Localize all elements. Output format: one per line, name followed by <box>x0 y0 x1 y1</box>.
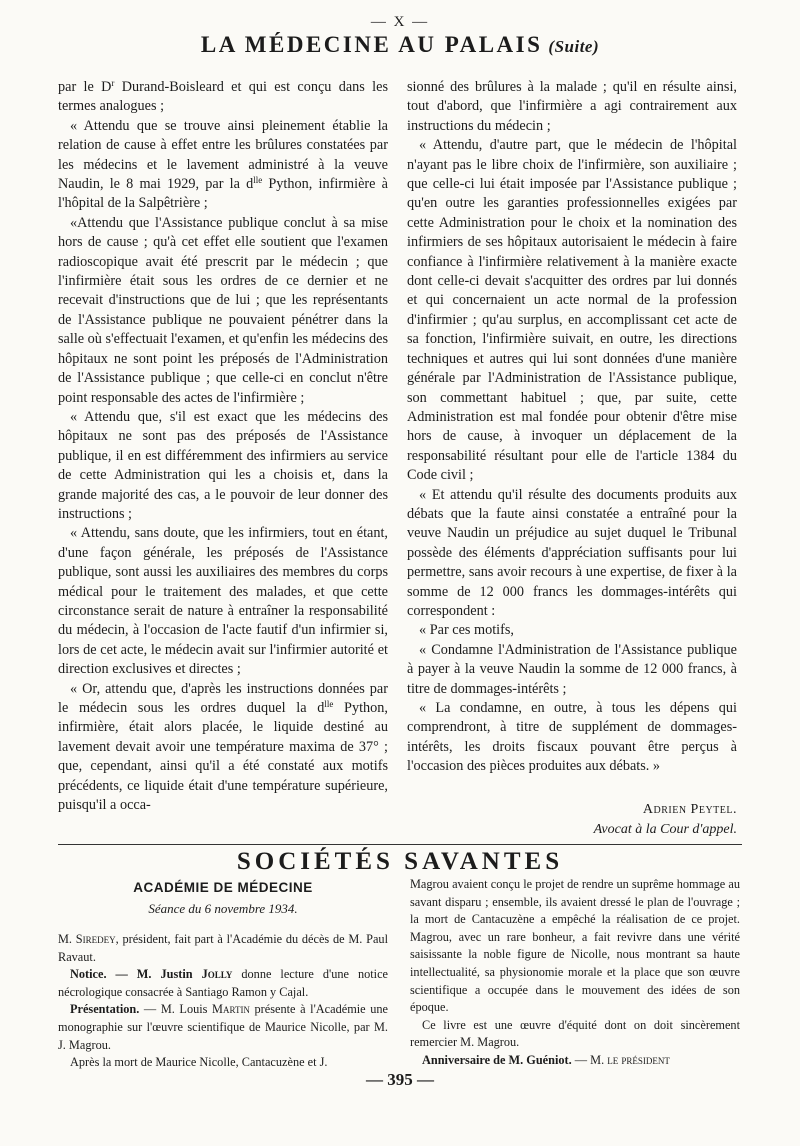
paragraph-text: président, fait part à l'Académie du décès de M. Paul Ravaut. <box>58 932 388 964</box>
paragraph-text: — M. Louis <box>139 1002 213 1017</box>
paragraph: « Or, attendu que, d'après les instructions données par le médecin sous les ordres duquel la $d^{lle}$ Python, infirmière, était alors placée, le liquide destiné au lavement devait avoir une température maxima de 37° ; que, cependant, ainsi qu'il a été constaté aux motifs précédents, ce liquide était d'une température supérieure, puisqu'il a occa- <box>58 680 388 814</box>
paragraph: « La condamne, en outre, à tous les dépens qui comprendront, à titre de supplément de dommages-intérêts, les droits fiscaux pouvant être perçus à l'occasion des pièces produites aux débats. » <box>407 700 737 775</box>
page-roman-number: — X — <box>370 14 430 30</box>
right-column <box>407 78 737 777</box>
paragraph: «Attendu que l'Assistance publique conclut à sa mise hors de cause ; qu'à cet effet elle soutient que l'examen radioscopique avait été prescrit par le médecin ; que l'infirmière était sous les ordres de ce dernier et ne recevait d'instructions que de lui ; que les représentants de l'Assistance publique ne pouvaient pénétrer dans la salle où s'effectuait l'examen, et qu'enfin les médecins des hôpitaux ne sont point les préposés de l'Administration de l'Assistance publique ; que celle-ci en conclut n'être point responsable des actes de l'infirmière ; <box>58 214 388 406</box>
paragraph: « Par ces motifs, <box>419 622 514 639</box>
paragraph <box>410 1052 740 1070</box>
person-name: M. Siredey, <box>58 932 119 946</box>
paragraph <box>58 1001 388 1054</box>
signature-name: Adrien Peytel. <box>642 802 737 817</box>
section-title <box>60 32 740 58</box>
paragraph: « Et attendu qu'il résulte des documents produits aux débats que la faute ainsi constatée a entraîné pour la veuve Naudin un préjudice au sujet duquel le Tribunal possède des éléments d'appréciation suffisants pour lui permettre, sans avoir recours à une expertise, de fixer à la somme de 12 000 francs les dommages-intérêts qui correspondent : <box>407 486 737 619</box>
academie-title: ACADÉMIE DE MÉDECINE <box>133 880 313 895</box>
paragraph: Magrou avaient conçu le projet de rendre un suprême hommage au savant disparu ; ensemble, ils avaient dressé le plan de l'ouvrage ; la mort de Cantacuzène a empêché la réalisation de ce projet. Magrou, avec un rare bonheur, a fait revivre dans une vérité saisissante la noble figure de Nicolle, nous montrant sa haute intellectualité, sa physionomie morale et la place que son œuvre scientifique a occupée dans le mouvement des idées de son époque. <box>410 877 740 1015</box>
societes-right-column <box>410 876 740 1070</box>
person-name: Jolly <box>201 967 233 982</box>
paragraph-label: Anniversaire de M. Guéniot. <box>422 1052 572 1067</box>
paragraph: « Attendu, d'autre part, que le médecin de l'hôpital n'ayant pas le libre choix de l'infirmière, son auxiliaire ; que celle-ci lui était imposée par l'Assistance publique ; qu'en outre les garanties professionnelles exigées par cette Administration pour le choix et la nomination des infirmiers de ses hôpitaux autorisaient le médecin à faire confiance à l'infirmière relativement à la manière exacte dont celle-ci devait s'acquitter des ordres par lui donnés et qui concernaient un acte normal de la profession d'infirmier ; qu'au surplus, en accomplissant cet acte de sa fonction, l'infirmière suivait, en outre, les directions techniques et autres qui lui sont données d'une manière générale par l'Administration de l'Assistance publique, son commettant habituel ; que, par suite, cette Administration est mal fondée pour obtenir d'être mise hors de cause, à invoquer un déplacement de la responsabilité résultant pour elle de l'article 1384 du Code civil ; <box>407 137 737 484</box>
section-title-text: LA MÉDECINE AU PALAIS <box>200 32 543 57</box>
page-number: — 395 — <box>366 1070 434 1089</box>
paragraph-text: donne lecture d'une notice nécrologique consacrée à Santiago Ramon y Cajal. <box>58 967 388 999</box>
paragraph: Ce livre est une œuvre d'équité dont on doit sincèrement remercier M. Magrou. <box>410 1017 740 1050</box>
person-name: le président <box>607 1052 670 1067</box>
paragraph <box>58 966 388 1001</box>
paragraph-text: — M. <box>571 1052 608 1067</box>
paragraph: par le $D^r$ Durand-Boisleard et qui est conçu dans les termes analogues ; <box>58 78 388 115</box>
person-name: Martin <box>212 1002 250 1017</box>
section-suite: (Suite) <box>548 37 600 56</box>
paragraph: « Attendu, sans doute, que les infirmiers, tout en étant, d'une façon générale, les préposés de l'Assistance publique, sont aussi les auxiliaires des membres du corps médical pour le traitement des malades, et que cette circonstance serait de nature à entraîner la responsabilité du médecin, à l'occasion de l'acte fautif d'un infirmier si, lors de cet acte, le médecin avait sur l'infirmier autorité et direction exclusives et directes ; <box>58 525 388 678</box>
paragraph-text: présente à l'Académie une monographie sur l'œuvre scientifique de Maurice Nicolle, par M. J. Magrou. <box>58 1002 388 1052</box>
paragraph: Après la mort de Maurice Nicolle, Cantacuzène et J. <box>70 1055 328 1070</box>
societes-left-column <box>58 931 388 1072</box>
paragraph: « Attendu que, s'il est exact que les médecins des hôpitaux ne sont pas des préposés de l'Assistance publique, il en est différemment des infirmiers au service de cette Administration qui les a choisis et, dans la grande majorité des cas, a le pouvoir de leur donner des instructions ; <box>58 408 388 522</box>
seance-date: Séance du 6 novembre 1934. <box>148 901 298 916</box>
paragraph-label: Notice. <box>70 967 107 982</box>
paragraph: « Attendu que se trouve ainsi pleinement établie la relation de cause à effet entre les brûlures constatées par les médecins et le lavement administré à la veuve Naudin, le 8 mai 1929, par la $d^{lle}$ Python, infirmière à l'hôpital de la Salpêtrière ; <box>58 117 388 212</box>
section-divider <box>58 844 742 845</box>
signature <box>407 800 737 840</box>
societes-title: SOCIÉTÉS SAVANTES <box>236 848 564 875</box>
paragraph-text: — M. Justin <box>106 967 202 982</box>
paragraph: sionné des brûlures à la malade ; qu'il en résulte ainsi, tout d'abord, que l'infirmière a agi contrairement aux instructions du médecin ; <box>407 79 737 134</box>
signature-title: Avocat à la Cour d'appel. <box>593 822 737 837</box>
paragraph-label: Présentation. <box>70 1002 140 1017</box>
left-column <box>58 78 388 815</box>
paragraph: « Condamne l'Administration de l'Assistance publique à payer à la veuve Naudin la somme de 12 000 francs, à titre de dommages-intérêts ; <box>407 641 737 697</box>
paragraph <box>58 931 388 966</box>
